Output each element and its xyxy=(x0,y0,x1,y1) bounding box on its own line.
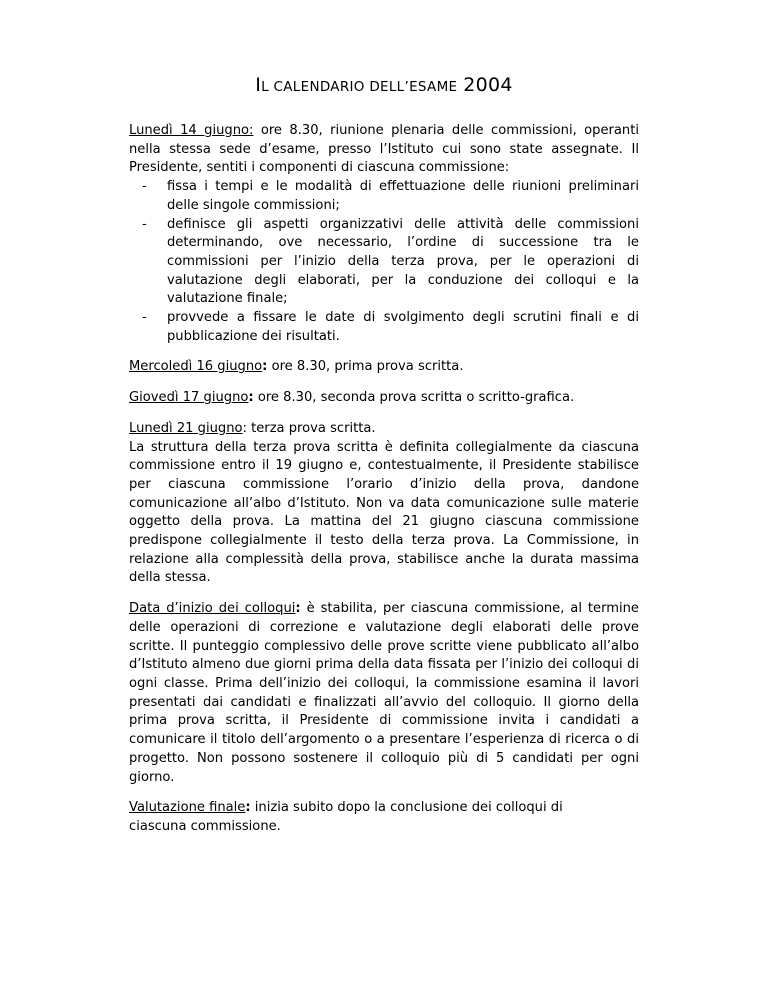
section-text: è stabilita, per ciascuna commissione, al termine delle operazioni di correzione e valutazione degli elaborati delle prove scritte. Il punteggio complessivo delle prove scritte viene pubblicato all’albo d’Istituto almeno due giorni prima della data fissata per l’inizio dei colloqui di ogni classe. Prima dell’inizio dei colloqui, la commissione esamina il lavori presentati dai candidati e finalizzati all’avvio del colloquio. Il giorno della prima prova scritta, il Presidente di commissione invita i candidati a comunicare il titolo dell’argomento o a presentare l’esperienza di ricerca o di progetto. Non possono sostenere il colloquio più di 5 candidati per ogni giorno. xyxy=(129,601,639,785)
section-giovedi-17 xyxy=(129,389,639,408)
section-lunedi-21 xyxy=(129,420,639,439)
section-text: ore 8.30, riunione plenaria delle commissioni, operanti nella stessa sede d’esame, presso l’Istituto cui sono state assegnate. Il Presidente, sentiti i componenti di ciascuna commissione: xyxy=(129,123,639,176)
section-text: terza prova scritta. xyxy=(246,420,376,436)
list-item: - fissa i tempi e le modalità di effettuazione delle riunioni preliminari delle singole commissioni; xyxy=(129,178,639,215)
section-heading: Giovedì 17 giugno xyxy=(129,390,249,406)
presidente-task-list xyxy=(129,178,639,346)
page-title xyxy=(129,74,639,96)
title-initial: I xyxy=(255,74,262,96)
section-colon: : xyxy=(295,601,301,617)
title-text: L CALENDARIO DELL’ESAME xyxy=(261,79,458,95)
section-mercoledi-16 xyxy=(129,358,639,377)
section-text: ore 8.30, seconda prova scritta o scritto-grafica. xyxy=(253,390,575,406)
title-year: 2004 xyxy=(463,74,513,96)
section-colon: : xyxy=(242,420,247,436)
section-colon: : xyxy=(262,359,268,375)
section-heading: Mercoledì 16 giugno xyxy=(129,359,263,375)
section-heading: Lunedì 14 giugno: xyxy=(129,123,254,138)
section-lunedi-14 xyxy=(129,122,639,178)
section-colon: : xyxy=(245,800,251,816)
list-item: - provvede a fissare le date di svolgimento degli scrutini finali e di pubblicazione dei risultati. xyxy=(129,309,639,346)
section-lunedi-21-body: La struttura della terza prova scritta è definita collegialmente da ciascuna commissione entro il 19 giugno e, contestualmente, il Presidente stabilisce per ciascuna commissione l’orario d’inizio della prova, dandone comunicazione all’albo d’Istituto. Non va data comunicazione sulle materie oggetto della prova. La mattina del 21 giugno ciascuna commissione predispone collegialmente il testo della terza prova. La Commissione, in relazione alla complessità della prova, stabilisce anche la durata massima della stessa. xyxy=(129,439,639,586)
document-page xyxy=(129,74,639,837)
section-text: ore 8.30, prima prova scritta. xyxy=(267,359,464,375)
section-heading: Valutazione finale xyxy=(129,800,246,816)
section-colon: : xyxy=(248,390,254,406)
list-item: - definisce gli aspetti organizzativi delle attività delle commissioni determinando, ove necessario, l’ordine di successione tra le commissioni per l’inizio della terza prova, per le operazioni di valutazione degli elaborati, per la conduzione dei colloqui e la valutazione finale; xyxy=(129,216,639,310)
section-valutazione-finale xyxy=(129,799,639,836)
section-colloqui xyxy=(129,600,639,787)
section-text: inizia subito dopo la conclusione dei colloqui di ciascuna commissione. xyxy=(129,800,563,834)
section-heading: Data d’inizio dei colloqui xyxy=(129,601,296,617)
section-heading: Lunedì 21 giugno xyxy=(129,420,243,436)
